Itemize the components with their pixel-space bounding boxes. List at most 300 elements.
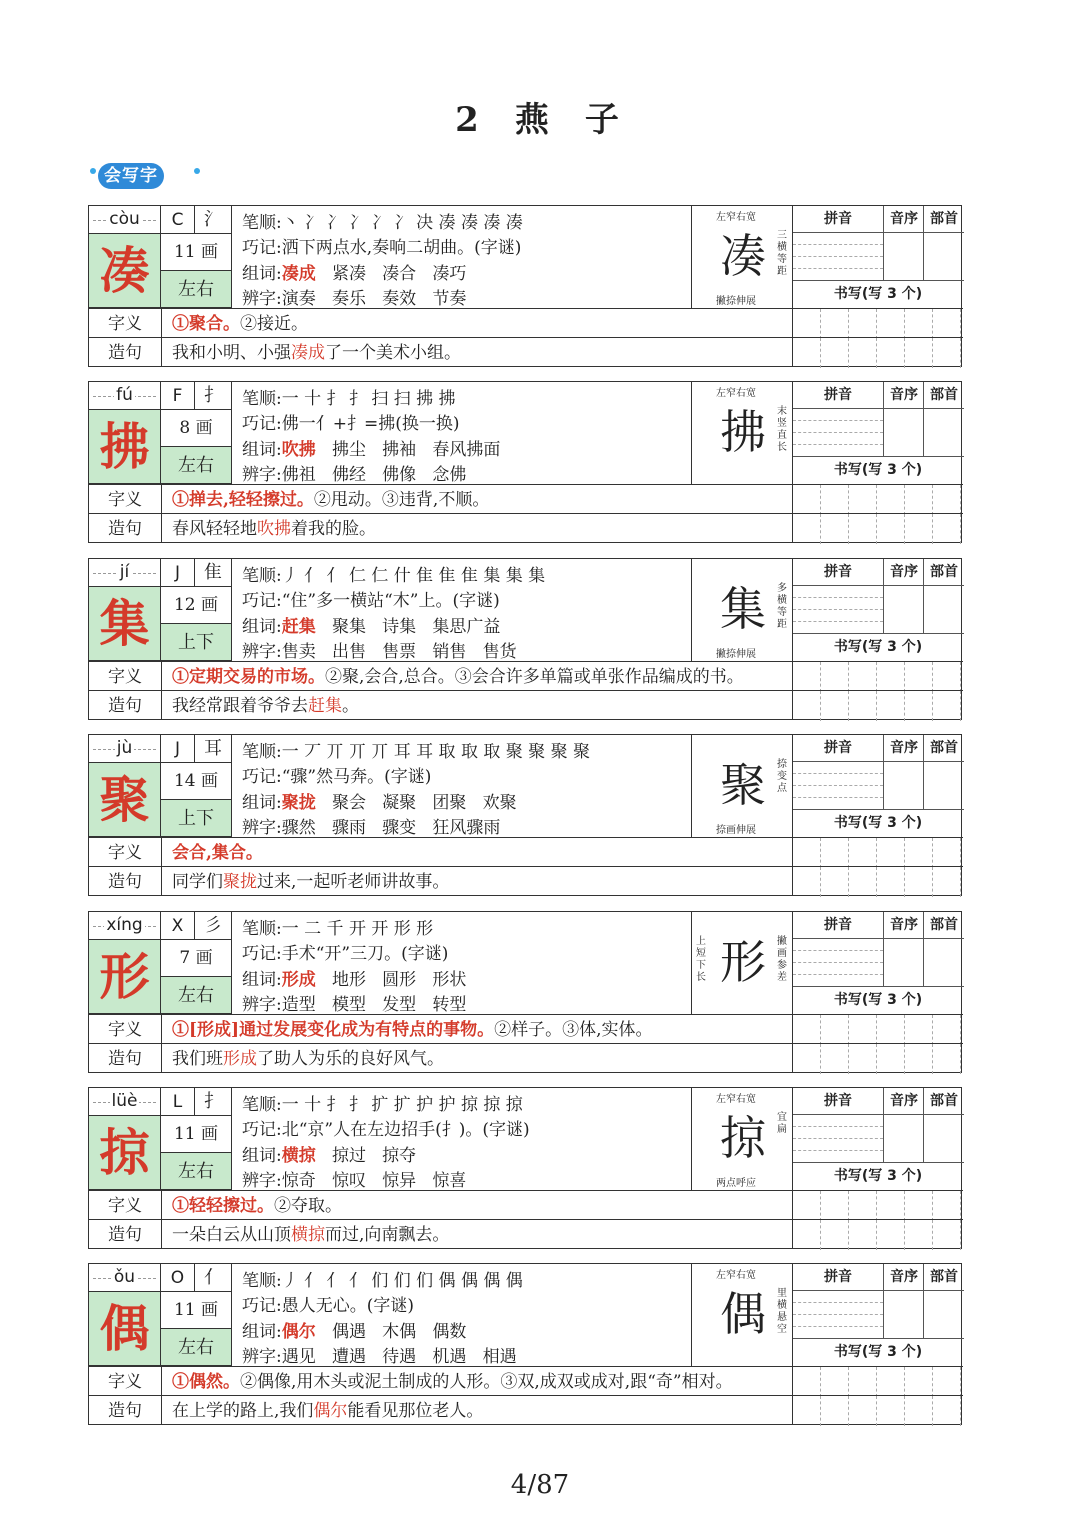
practice-grid bbox=[793, 912, 963, 1014]
practice-box[interactable] bbox=[933, 1367, 961, 1397]
distinguish-label: 辨字: bbox=[242, 1171, 282, 1191]
practice-row bbox=[792, 308, 963, 338]
sentence-pre: 一朵白云从山顶 bbox=[172, 1225, 291, 1245]
practice-box[interactable] bbox=[821, 514, 849, 544]
practice-box[interactable] bbox=[905, 1015, 933, 1045]
writing-tip-left: 上短下长 bbox=[696, 936, 706, 983]
grid-header-pinyin: 拼音 bbox=[793, 206, 883, 233]
practice-box[interactable] bbox=[849, 838, 877, 868]
practice-box[interactable] bbox=[905, 838, 933, 868]
order-answer-box[interactable] bbox=[883, 938, 924, 987]
practice-box[interactable] bbox=[933, 867, 961, 897]
writing-model-box bbox=[691, 1264, 793, 1366]
grid-header-order: 音序 bbox=[883, 735, 924, 762]
practice-box[interactable] bbox=[933, 514, 961, 544]
practice-box[interactable] bbox=[877, 1220, 905, 1250]
practice-row bbox=[792, 484, 963, 514]
writing-tip-top: 左窄右宽 bbox=[716, 1270, 756, 1281]
sentence-label: 造句 bbox=[89, 866, 161, 896]
practice-box[interactable] bbox=[933, 1191, 961, 1221]
practice-box[interactable] bbox=[793, 662, 821, 692]
practice-grid bbox=[793, 735, 963, 837]
practice-box[interactable] bbox=[933, 1015, 961, 1045]
writing-tip-bottom: 捺画伸展 bbox=[716, 825, 756, 836]
writing-model-box bbox=[691, 559, 793, 661]
practice-box[interactable] bbox=[905, 1396, 933, 1426]
mnemonic-line bbox=[242, 762, 431, 787]
mnemonic-label: 巧记: bbox=[242, 944, 282, 964]
grid-header-radical: 部首 bbox=[923, 206, 964, 233]
practice-box[interactable] bbox=[821, 1015, 849, 1045]
stroke-order: 一 十 扌 扌 扫 扫 拂 拂 bbox=[281, 389, 456, 409]
writing-tip-top: 左窄右宽 bbox=[716, 1094, 756, 1105]
practice-box[interactable] bbox=[849, 867, 877, 897]
practice-box[interactable] bbox=[905, 867, 933, 897]
writing-tip-right: 三横等距 bbox=[777, 230, 787, 277]
stroke-count: 11 画 bbox=[161, 1292, 232, 1329]
radical: 氵 bbox=[195, 206, 232, 234]
meaning-label: 字义 bbox=[89, 1190, 161, 1220]
stroke-label: 笔顺: bbox=[242, 742, 282, 762]
radical-answer-box[interactable] bbox=[923, 408, 964, 457]
mnemonic-line bbox=[242, 939, 448, 964]
practice-box[interactable] bbox=[821, 1191, 849, 1221]
write-label: 书写(写 3 个) bbox=[833, 286, 923, 302]
structure: 上下 bbox=[161, 800, 232, 837]
sentence-post: 过来,一起听老师讲故事。 bbox=[257, 872, 450, 892]
distinguish-label: 辨字: bbox=[242, 289, 282, 309]
mnemonic: 北“京”人在左边招手(扌)。(字谜) bbox=[281, 1120, 530, 1140]
write-label: 书写(写 3 个) bbox=[833, 815, 923, 831]
distinguish-line bbox=[242, 1342, 517, 1367]
practice-row bbox=[792, 1395, 963, 1425]
structure: 左右 bbox=[161, 977, 232, 1014]
sentence-label: 造句 bbox=[89, 690, 161, 720]
practice-box[interactable] bbox=[877, 1015, 905, 1045]
stroke-order: 丶 冫 冫 冫 冫 冫 决 凑 凑 凑 凑 bbox=[281, 213, 523, 233]
pinyin-cell bbox=[89, 1264, 161, 1292]
practice-grid bbox=[793, 382, 963, 484]
stroke-count: 12 画 bbox=[161, 587, 232, 624]
sentence-label: 造句 bbox=[89, 337, 161, 367]
practice-box[interactable] bbox=[849, 485, 877, 515]
practice-box[interactable] bbox=[905, 514, 933, 544]
words-label: 组词: bbox=[242, 1146, 282, 1166]
radical: 扌 bbox=[195, 382, 232, 410]
practice-box[interactable] bbox=[877, 338, 905, 368]
meaning-text: ②夺取。 bbox=[274, 1196, 342, 1216]
meaning-row bbox=[161, 308, 792, 338]
practice-box[interactable] bbox=[933, 691, 961, 721]
sentence-row bbox=[161, 1219, 792, 1249]
write-label: 书写(写 3 个) bbox=[833, 1344, 923, 1360]
distinguish-list: 造型 模型 发型 转型 bbox=[281, 995, 467, 1015]
stroke-order-line bbox=[242, 384, 456, 409]
practice-box[interactable] bbox=[849, 338, 877, 368]
words-list: 拂尘 拂袖 春风拂面 bbox=[315, 440, 501, 460]
practice-box[interactable] bbox=[849, 309, 877, 339]
practice-box[interactable] bbox=[821, 309, 849, 339]
info-panel bbox=[232, 382, 691, 484]
distinguish-line bbox=[242, 990, 466, 1015]
words-line bbox=[242, 612, 500, 637]
practice-box[interactable] bbox=[933, 838, 961, 868]
sentence-post: 着我的脸。 bbox=[291, 519, 376, 539]
writing-tip-top: 左窄右宽 bbox=[716, 212, 756, 223]
pinyin-cell bbox=[89, 559, 161, 587]
writing-model-box bbox=[691, 735, 793, 837]
pinyin-answer-box[interactable] bbox=[793, 1114, 883, 1163]
grid-header-radical: 部首 bbox=[923, 912, 964, 939]
grid-header-order: 音序 bbox=[883, 912, 924, 939]
sentence-pre: 在上学的路上,我们 bbox=[172, 1401, 314, 1421]
writing-tip-bottom: 两点呼应 bbox=[716, 1178, 756, 1189]
sentence-pre: 同学们 bbox=[172, 872, 223, 892]
stroke-count: 14 画 bbox=[161, 763, 232, 800]
mnemonic: “骤”然马奔。(字谜) bbox=[281, 767, 432, 787]
page-number: 4/87 bbox=[510, 1470, 570, 1500]
practice-box[interactable] bbox=[821, 485, 849, 515]
words-line bbox=[242, 435, 500, 460]
practice-box[interactable] bbox=[877, 309, 905, 339]
main-character: 聚 bbox=[89, 763, 161, 837]
order-answer-box[interactable] bbox=[883, 1114, 924, 1163]
sentence-pre: 春风轻轻地 bbox=[172, 519, 257, 539]
words-line bbox=[242, 788, 517, 813]
practice-box[interactable] bbox=[793, 1220, 821, 1250]
stroke-order: 一 二 千 开 开 形 形 bbox=[281, 919, 434, 939]
writing-tip-right: 撇画参差 bbox=[777, 936, 787, 983]
stroke-order-line bbox=[242, 208, 523, 233]
practice-box[interactable] bbox=[821, 691, 849, 721]
character-card bbox=[88, 1087, 962, 1249]
practice-box[interactable] bbox=[821, 662, 849, 692]
mnemonic-line bbox=[242, 1291, 414, 1316]
sentence-pre: 我经常跟着爷爷去 bbox=[172, 696, 308, 716]
meaning-label: 字义 bbox=[89, 484, 161, 514]
practice-row bbox=[792, 661, 963, 691]
practice-box[interactable] bbox=[849, 514, 877, 544]
practice-row bbox=[792, 1043, 963, 1073]
pinyin-answer-box[interactable] bbox=[793, 585, 883, 634]
radical-answer-box[interactable] bbox=[923, 232, 964, 281]
title-char-2: 子 bbox=[584, 100, 625, 140]
radical-answer-box[interactable] bbox=[923, 585, 964, 634]
mnemonic-label: 巧记: bbox=[242, 767, 282, 787]
writing-tip-top: 左窄右宽 bbox=[716, 388, 756, 399]
info-panel bbox=[232, 735, 691, 837]
grid-header-radical: 部首 bbox=[923, 1264, 964, 1291]
sentence-label: 造句 bbox=[89, 513, 161, 543]
sentence-highlight: 形成 bbox=[223, 1049, 257, 1069]
order-answer-box[interactable] bbox=[883, 585, 924, 634]
sentence-highlight: 凑成 bbox=[291, 343, 325, 363]
stroke-order-line bbox=[242, 561, 545, 586]
practice-grid bbox=[793, 559, 963, 661]
meaning-text: ②接近。 bbox=[240, 314, 308, 334]
index-letter: L bbox=[161, 1088, 195, 1116]
pinyin-cell bbox=[89, 912, 161, 940]
distinguish-list: 骤然 骤雨 骤变 狂风骤雨 bbox=[281, 818, 501, 838]
radical: 亻 bbox=[195, 1264, 232, 1292]
radical: 彡 bbox=[195, 912, 232, 940]
practice-box[interactable] bbox=[933, 1044, 961, 1074]
grid-header-order: 音序 bbox=[883, 1264, 924, 1291]
pinyin-answer-box[interactable] bbox=[793, 408, 883, 457]
words-label: 组词: bbox=[242, 970, 282, 990]
writing-tip-bottom: 撇捺伸展 bbox=[716, 296, 756, 307]
practice-box[interactable] bbox=[793, 838, 821, 868]
info-panel bbox=[232, 559, 691, 661]
radical-answer-box[interactable] bbox=[923, 1290, 964, 1339]
model-character: 集 bbox=[720, 582, 766, 636]
index-letter: O bbox=[161, 1264, 195, 1292]
mnemonic-line bbox=[242, 409, 460, 434]
grid-header-order: 音序 bbox=[883, 559, 924, 586]
main-character: 形 bbox=[89, 940, 161, 1014]
words-line bbox=[242, 1141, 416, 1166]
distinguish-label: 辨字: bbox=[242, 1347, 282, 1367]
meaning-label: 字义 bbox=[89, 661, 161, 691]
practice-box[interactable] bbox=[793, 1367, 821, 1397]
practice-box[interactable] bbox=[905, 1367, 933, 1397]
practice-box[interactable] bbox=[821, 1396, 849, 1426]
write-label: 书写(写 3 个) bbox=[833, 1168, 923, 1184]
practice-box[interactable] bbox=[877, 838, 905, 868]
sentence-highlight: 聚拢 bbox=[223, 872, 257, 892]
writing-model-box bbox=[691, 206, 793, 308]
write-label: 书写(写 3 个) bbox=[833, 639, 923, 655]
practice-box[interactable] bbox=[933, 485, 961, 515]
pinyin: ǒu bbox=[113, 1267, 136, 1287]
distinguish-label: 辨字: bbox=[242, 995, 282, 1015]
pinyin-answer-box[interactable] bbox=[793, 232, 883, 281]
practice-box[interactable] bbox=[793, 691, 821, 721]
index-letter: C bbox=[161, 206, 195, 234]
practice-box[interactable] bbox=[905, 691, 933, 721]
practice-box[interactable] bbox=[849, 1396, 877, 1426]
distinguish-line bbox=[242, 284, 466, 309]
meaning-label: 字义 bbox=[89, 837, 161, 867]
practice-box[interactable] bbox=[849, 691, 877, 721]
practice-box[interactable] bbox=[877, 662, 905, 692]
practice-box[interactable] bbox=[877, 867, 905, 897]
distinguish-list: 售卖 出售 售票 销售 售货 bbox=[281, 642, 517, 662]
index-letter: J bbox=[161, 559, 195, 587]
practice-box[interactable] bbox=[793, 485, 821, 515]
grid-header-radical: 部首 bbox=[923, 382, 964, 409]
practice-box[interactable] bbox=[905, 662, 933, 692]
order-answer-box[interactable] bbox=[883, 761, 924, 810]
radical-answer-box[interactable] bbox=[923, 938, 964, 987]
distinguish-label: 辨字: bbox=[242, 642, 282, 662]
writing-tip-right: 宜扁 bbox=[777, 1112, 787, 1135]
practice-box[interactable] bbox=[793, 1396, 821, 1426]
words-highlight: 凑成 bbox=[281, 264, 316, 284]
index-letter: J bbox=[161, 735, 195, 763]
meaning-highlight: 会合,集合。 bbox=[172, 843, 263, 863]
pinyin: fú bbox=[116, 385, 133, 405]
grid-header-pinyin: 拼音 bbox=[793, 559, 883, 586]
practice-box[interactable] bbox=[849, 1367, 877, 1397]
grid-header-order: 音序 bbox=[883, 382, 924, 409]
grid-header-radical: 部首 bbox=[923, 735, 964, 762]
pinyin-cell bbox=[89, 206, 161, 234]
practice-box[interactable] bbox=[877, 1367, 905, 1397]
practice-box[interactable] bbox=[821, 1367, 849, 1397]
practice-box[interactable] bbox=[933, 1396, 961, 1426]
main-character: 偶 bbox=[89, 1292, 161, 1366]
distinguish-list: 惊奇 惊叹 惊异 惊喜 bbox=[281, 1171, 467, 1191]
practice-box[interactable] bbox=[821, 838, 849, 868]
practice-box[interactable] bbox=[849, 1220, 877, 1250]
practice-box[interactable] bbox=[793, 514, 821, 544]
practice-box[interactable] bbox=[933, 338, 961, 368]
writing-model-box bbox=[691, 382, 793, 484]
distinguish-label: 辨字: bbox=[242, 818, 282, 838]
main-character: 拂 bbox=[89, 410, 161, 484]
pinyin-cell bbox=[89, 382, 161, 410]
practice-box[interactable] bbox=[933, 662, 961, 692]
practice-box[interactable] bbox=[877, 1191, 905, 1221]
practice-box[interactable] bbox=[849, 1044, 877, 1074]
mnemonic: “住”多一横站“木”上。(字谜) bbox=[281, 591, 500, 611]
sentence-row bbox=[161, 690, 792, 720]
sentence-label: 造句 bbox=[89, 1043, 161, 1073]
model-character: 形 bbox=[720, 935, 766, 989]
pinyin-answer-box[interactable] bbox=[793, 761, 883, 810]
pinyin-answer-box[interactable] bbox=[793, 1290, 883, 1339]
practice-grid bbox=[793, 1088, 963, 1190]
practice-box[interactable] bbox=[905, 485, 933, 515]
dot-decoration bbox=[90, 168, 96, 174]
info-panel bbox=[232, 912, 691, 1014]
grid-header-radical: 部首 bbox=[923, 1088, 964, 1115]
practice-box[interactable] bbox=[905, 1044, 933, 1074]
practice-box[interactable] bbox=[849, 1191, 877, 1221]
radical: 扌 bbox=[195, 1088, 232, 1116]
practice-box[interactable] bbox=[905, 309, 933, 339]
sentence-label: 造句 bbox=[89, 1395, 161, 1425]
write-label: 书写(写 3 个) bbox=[833, 462, 923, 478]
pinyin: jí bbox=[119, 562, 130, 582]
practice-box[interactable] bbox=[849, 662, 877, 692]
pinyin-answer-box[interactable] bbox=[793, 938, 883, 987]
practice-box[interactable] bbox=[793, 338, 821, 368]
main-character: 凑 bbox=[89, 234, 161, 308]
practice-box[interactable] bbox=[849, 1015, 877, 1045]
practice-box[interactable] bbox=[905, 1191, 933, 1221]
structure: 左右 bbox=[161, 1153, 232, 1190]
stroke-count: 7 画 bbox=[161, 940, 232, 977]
distinguish-label: 辨字: bbox=[242, 465, 282, 485]
mnemonic-label: 巧记: bbox=[242, 414, 282, 434]
sentence-row bbox=[161, 337, 792, 367]
practice-box[interactable] bbox=[877, 691, 905, 721]
mnemonic: 愚人无心。(字谜) bbox=[281, 1296, 414, 1316]
practice-box[interactable] bbox=[933, 309, 961, 339]
practice-box[interactable] bbox=[793, 867, 821, 897]
practice-box[interactable] bbox=[821, 338, 849, 368]
sentence-post: 而过,向南飘去。 bbox=[325, 1225, 450, 1245]
model-character: 聚 bbox=[720, 758, 766, 812]
stroke-count: 8 画 bbox=[161, 410, 232, 447]
practice-box[interactable] bbox=[933, 1220, 961, 1250]
practice-box[interactable] bbox=[877, 1396, 905, 1426]
practice-box[interactable] bbox=[877, 485, 905, 515]
practice-box[interactable] bbox=[793, 1191, 821, 1221]
practice-box[interactable] bbox=[821, 1044, 849, 1074]
mnemonic-line bbox=[242, 586, 500, 611]
sentence-post: 能看见那位老人。 bbox=[347, 1401, 484, 1421]
practice-box[interactable] bbox=[905, 338, 933, 368]
meaning-row bbox=[161, 837, 792, 867]
model-character: 掠 bbox=[720, 1111, 766, 1165]
practice-box[interactable] bbox=[877, 1044, 905, 1074]
sentence-row bbox=[161, 1395, 792, 1425]
mnemonic-label: 巧记: bbox=[242, 238, 282, 258]
words-list: 聚会 凝聚 团聚 欢聚 bbox=[315, 793, 517, 813]
practice-grid bbox=[793, 1264, 963, 1366]
practice-box[interactable] bbox=[793, 1015, 821, 1045]
stroke-order: 丿 亻 亻 仁 仁 什 隹 隹 隹 集 集 集 bbox=[281, 566, 546, 586]
order-answer-box[interactable] bbox=[883, 232, 924, 281]
order-answer-box[interactable] bbox=[883, 1290, 924, 1339]
stroke-order: 一 十 扌 扌 扩 扩 护 护 掠 掠 掠 bbox=[281, 1095, 523, 1115]
mnemonic: 佛一亻+扌=拂(换一换) bbox=[281, 414, 460, 434]
lesson-number: 2 bbox=[455, 100, 485, 140]
title-char-1: 燕 bbox=[514, 100, 555, 140]
practice-box[interactable] bbox=[877, 514, 905, 544]
practice-row bbox=[792, 1190, 963, 1220]
main-character: 集 bbox=[89, 587, 161, 661]
stroke-label: 笔顺: bbox=[242, 919, 282, 939]
pinyin: xíng bbox=[106, 915, 143, 935]
practice-box[interactable] bbox=[821, 867, 849, 897]
practice-box[interactable] bbox=[905, 1220, 933, 1250]
practice-row bbox=[792, 337, 963, 367]
sentence-row bbox=[161, 1043, 792, 1073]
practice-box[interactable] bbox=[793, 1044, 821, 1074]
character-card bbox=[88, 205, 962, 367]
radical-answer-box[interactable] bbox=[923, 761, 964, 810]
radical: 隹 bbox=[195, 559, 232, 587]
words-highlight: 形成 bbox=[281, 970, 316, 990]
mnemonic-label: 巧记: bbox=[242, 1120, 282, 1140]
dot-decoration bbox=[194, 168, 200, 174]
distinguish-line bbox=[242, 813, 500, 838]
distinguish-line bbox=[242, 460, 466, 485]
grid-header-pinyin: 拼音 bbox=[793, 1088, 883, 1115]
order-answer-box[interactable] bbox=[883, 408, 924, 457]
radical-answer-box[interactable] bbox=[923, 1114, 964, 1163]
practice-box[interactable] bbox=[793, 309, 821, 339]
practice-box[interactable] bbox=[821, 1220, 849, 1250]
pinyin: lüè bbox=[111, 1091, 138, 1111]
practice-row bbox=[792, 1014, 963, 1044]
write-label: 书写(写 3 个) bbox=[833, 992, 923, 1008]
model-character: 拂 bbox=[720, 405, 766, 459]
meaning-text: ②甩动。③违背,不顺。 bbox=[313, 490, 490, 510]
words-highlight: 聚拢 bbox=[281, 793, 316, 813]
stroke-order-line bbox=[242, 1266, 523, 1291]
info-panel bbox=[232, 206, 691, 308]
index-letter: X bbox=[161, 912, 195, 940]
info-panel bbox=[232, 1264, 691, 1366]
words-highlight: 横掠 bbox=[281, 1146, 316, 1166]
index-letter: F bbox=[161, 382, 195, 410]
mnemonic-line bbox=[242, 233, 521, 258]
